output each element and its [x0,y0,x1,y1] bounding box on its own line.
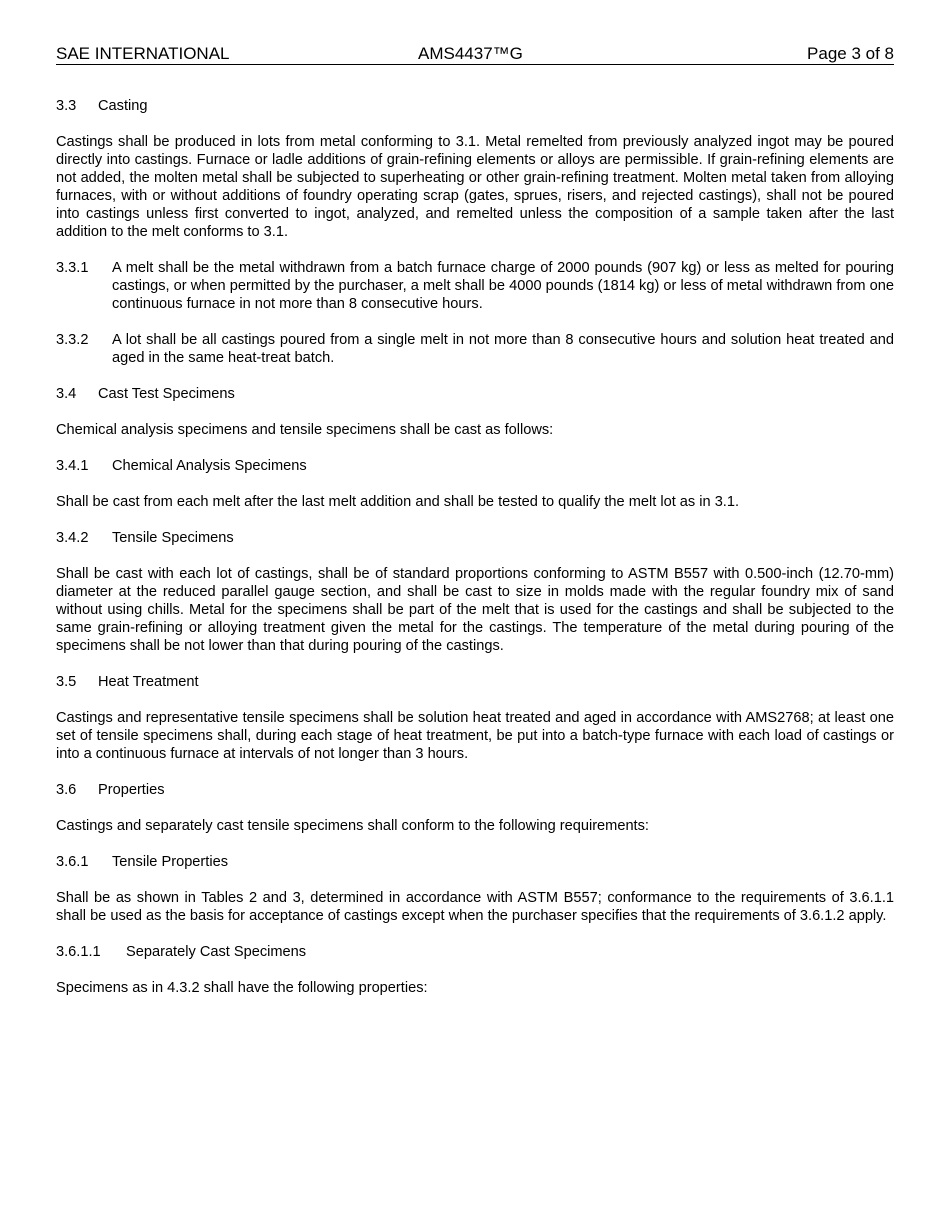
section-text-3-6: Castings and separately cast tensile specimens shall conform to the following requirements: [56,818,649,834]
section-heading-3-6 [56,781,894,799]
section-title: Heat Treatment [98,674,199,690]
section-heading-3-3 [56,97,894,115]
section-number: 3.6.1 [56,854,89,870]
section-number: 3.4 [56,386,77,402]
section-number: 3.3 [56,98,77,114]
section-heading-3-6-1-1 [56,943,894,961]
page-header [56,43,894,65]
section-title: Tensile Specimens [112,530,234,546]
section-text-3-3: Castings shall be produced in lots from metal conforming to 3.1. Metal remelted from previously analyzed ingot may be poured directly into castings. Furnace or ladle additions of grain-refining elements or alloys are permissible. If grain-refining elements are not added, the molten metal shall be subjected to superheating or other grain-refining treatment. Molten metal taken from alloying furnaces, with or without additions of foundry operating scrap (gates, sprues, risers, and rejected castings), shall not be poured into castings unless first converted to ingot, analyzed, and remelted unless the composition of a sample taken after the last addition to the melt conforms to 3.1. [56,134,894,240]
clause-number: 3.3.1 [56,260,89,276]
clause-text: A lot shall be all castings poured from a single melt in not more than 8 consecutive hours and solution heat treated and aged in the same heat-treat batch. [112,332,894,366]
header-page-number: Page 3 of 8 [807,44,894,63]
section-number: 3.6.1.1 [56,944,101,960]
section-heading-3-4 [56,385,894,403]
section-title: Separately Cast Specimens [126,944,307,960]
section-title: Tensile Properties [112,854,228,870]
section-number: 3.4.1 [56,458,89,474]
clause-number: 3.3.2 [56,332,89,348]
header-organization: SAE INTERNATIONAL [56,44,230,63]
section-title: Chemical Analysis Specimens [112,458,307,474]
section-number: 3.6 [56,782,77,798]
section-heading-3-6-1 [56,853,894,871]
clause-3-3-1 [56,259,894,313]
section-text-3-4-1: Shall be cast from each melt after the last melt addition and shall be tested to qualify the melt lot as in 3.1. [56,494,740,510]
section-title: Cast Test Specimens [98,386,235,402]
section-number: 3.5 [56,674,77,690]
section-text-3-5: Castings and representative tensile specimens shall be solution heat treated and aged in accordance with AMS2768; at least one set of tensile specimens shall, during each stage of heat treatment, be put into a batch-type furnace with each load of castings or into a continuous furnace at intervals of not longer than 3 hours. [56,710,894,762]
section-text-3-4-2: Shall be cast with each lot of castings, shall be of standard proportions conforming to ASTM B557 with 0.500-inch (12.70-mm) diameter at the reduced parallel gauge section, and shall be cast to size in molds made with the regular foundry mix of sand without using chills. Metal for the specimens shall be part of the melt that is used for the castings and shall be subjected to the same grain-refining or alloying treatment given the metal for the castings. The temperature of the metal during pouring of the specimens shall be not lower than that during pouring of the castings. [56,566,894,654]
section-text-3-6-1-1: Specimens as in 4.3.2 shall have the following properties: [56,980,428,996]
section-number: 3.4.2 [56,530,89,546]
section-text-3-4: Chemical analysis specimens and tensile specimens shall be cast as follows: [56,422,554,438]
document-body [56,97,894,1015]
section-title: Casting [98,98,148,114]
section-heading-3-4-2 [56,529,894,547]
section-title: Properties [98,782,165,798]
section-heading-3-4-1 [56,457,894,475]
clause-3-3-2 [56,331,894,367]
section-heading-3-5 [56,673,894,691]
clause-text: A melt shall be the metal withdrawn from a batch furnace charge of 2000 pounds (907 kg) or less as melted for pouring castings, or when permitted by the purchaser, a melt shall be 4000 pounds (1814 kg) or less of metal withdrawn from one continuous furnace in not more than 8 consecutive hours. [112,260,894,312]
header-document-number: AMS4437™G [418,44,523,63]
section-text-3-6-1: Shall be as shown in Tables 2 and 3, determined in accordance with ASTM B557; conformance to the requirements of 3.6.1.1 shall be used as the basis for acceptance of castings except when the purchaser specifies that the requirements of 3.6.1.2 apply. [56,890,894,924]
